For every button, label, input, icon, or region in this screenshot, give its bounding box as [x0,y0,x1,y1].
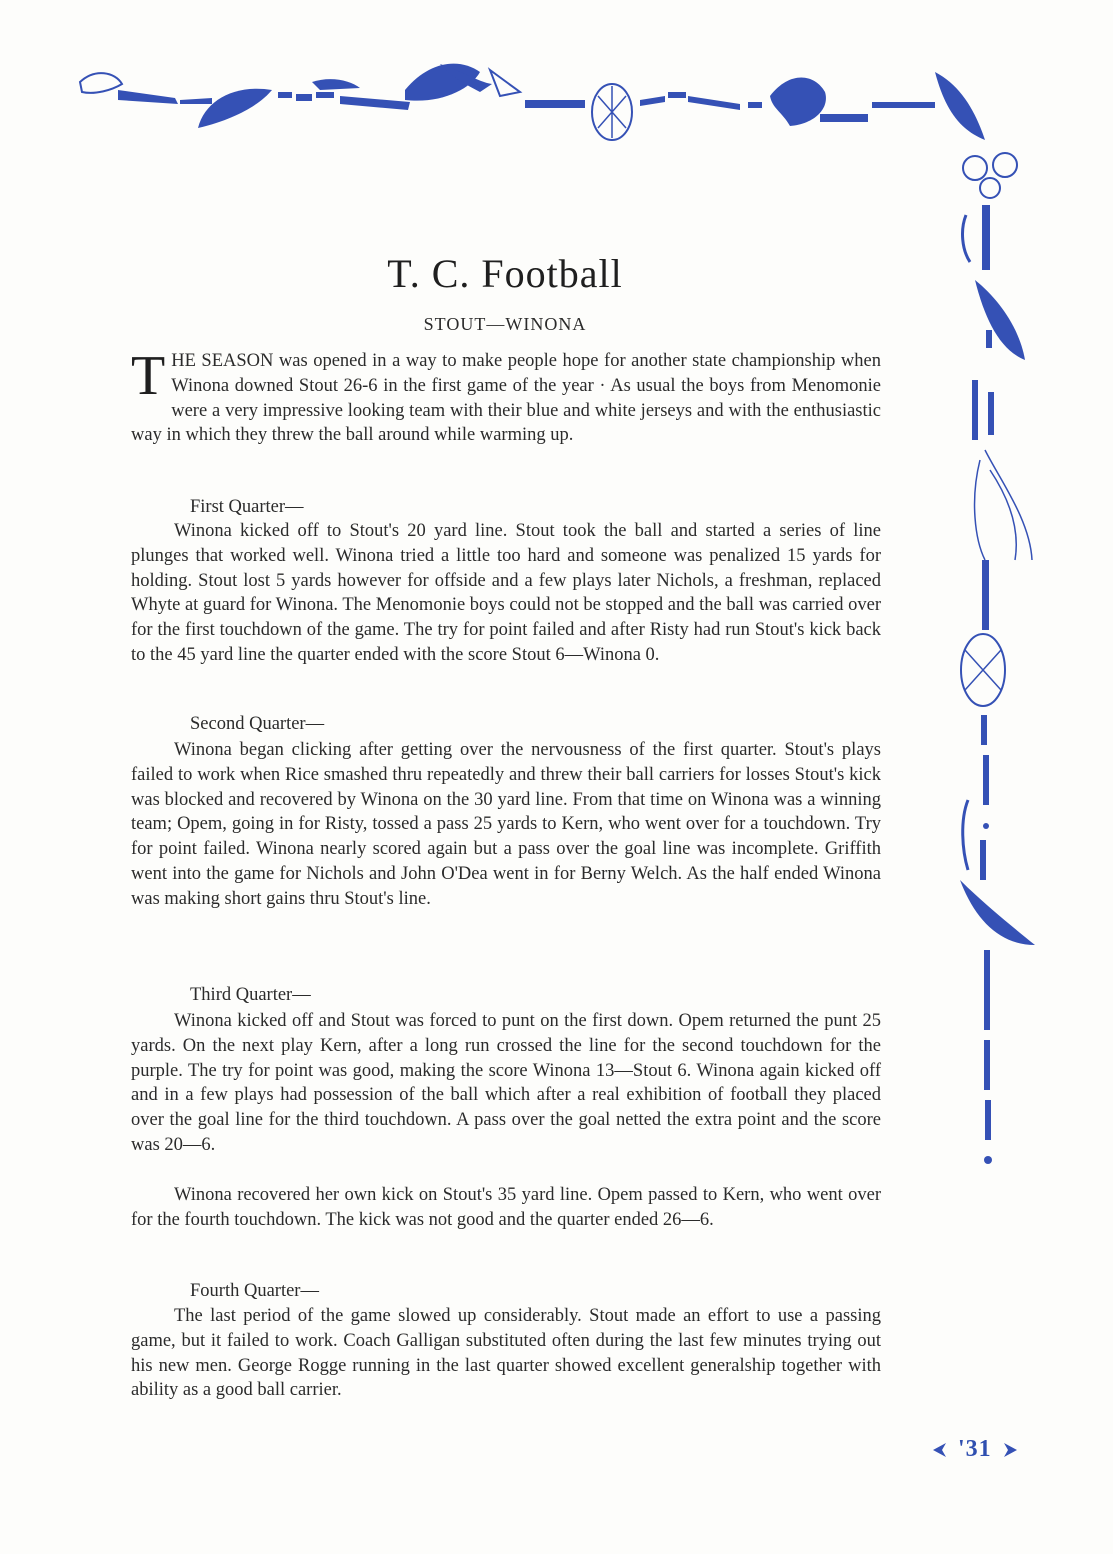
holly-leaf-icon [975,280,1025,360]
page-number: '31 [958,1436,992,1462]
section-heading-second-quarter: Second Quarter— [190,714,325,734]
section-paragraph-third-quarter-continued: Winona recovered her own kick on Stout's 35 yard line. Opem passed to Kern, who went over for the fourth touchdown. The kick was not good and the quarter ended 26—6. [131,1185,881,1230]
holly-leaf-icon [935,72,985,140]
leaf-icon [198,89,272,128]
section-paragraph-fourth-quarter: The last period of the game slowed up considerably. Stout made an effort to use a passing game, but it failed to work. Coach Galligan substituted often during the last few minutes trying out his new men. George Rogge running in the last quarter showed excellent generalship together with ability as a good ball carrier. [131,1306,881,1401]
page-title: T. C. Football [387,251,623,296]
left-ornament-icon [930,1441,948,1459]
leaf-outline-icon [80,73,122,93]
page-subtitle: STOUT—WINONA [423,314,587,334]
acorn-icon [963,156,987,180]
section-heading-first-quarter: First Quarter— [190,497,304,517]
page-folio [930,1436,1020,1463]
drop-cap: T [131,345,166,407]
right-ornament-icon [1002,1441,1020,1459]
intro-text: HE SEASON was opened in a way to make people hope for another state championship when Winona downed Stout 26-6 in the first game of the year · As usual the boys from Menomonie were a very impressive looking team with their blue and white jerseys and with the enthusiastic way in which they threw the ball around while warming up. [131,351,881,446]
intro-paragraph [131,345,881,448]
section-paragraph-first-quarter: Winona kicked off to Stout's 20 yard line. Stout took the ball and started a series of line plunges that worked well. Winona tried a little too hard and someone was penalized 15 yards for holding. Stout lost 5 yards however for offside and a few plays later Nichols, a freshman, replaced Whyte at guard for Winona. The Menomonie boys could not be stopped and the ball was carried over for the first touchdown of the game. The try for point failed and after Risty had run Stout's kick back to the 45 yard line the quarter ended with the score Stout 6—Winona 0. [131,521,881,665]
section-heading-fourth-quarter: Fourth Quarter— [190,1281,319,1301]
oak-leaf-icon [770,78,826,127]
section-paragraph-second-quarter: Winona began clicking after getting over the nervousness of the first quarter. Stout's plays failed to work when Rice smashed thru repeatedly and threw their ball carriers for losses Stout's kick was blocked and recovered by Winona on the 30 yard line. From that time on Winona was a winning team; Opem, going in for Risty, tossed a pass 25 yards to Kern, who went over for a touchdown. Try for point failed. Winona nearly scored again but a pass over the goal line was incomplete. Griffith went into the game for Nichols and John O'Dea went in for Berny Welch. As the half ended Winona was making short gains thru Stout's line. [131,740,881,909]
section-paragraph-third-quarter: Winona kicked off and Stout was forced to punt on the first down. Opem returned the punt 25 yards. On the next play Kern, after a long run crossed the line for the second touchdown for the purple. The try for point was good, making the score Winona 13—Stout 6. Winona again kicked off and in a few plays had possession of the ball which after a real exhibition of football they placed over the goal line for the third touchdown. A pass over the goal netted the extra point and the score was 20—6. [131,1011,881,1155]
section-heading-third-quarter: Third Quarter— [190,985,311,1005]
acorn-icon [993,153,1017,177]
holly-leaf-icon [960,880,1035,945]
